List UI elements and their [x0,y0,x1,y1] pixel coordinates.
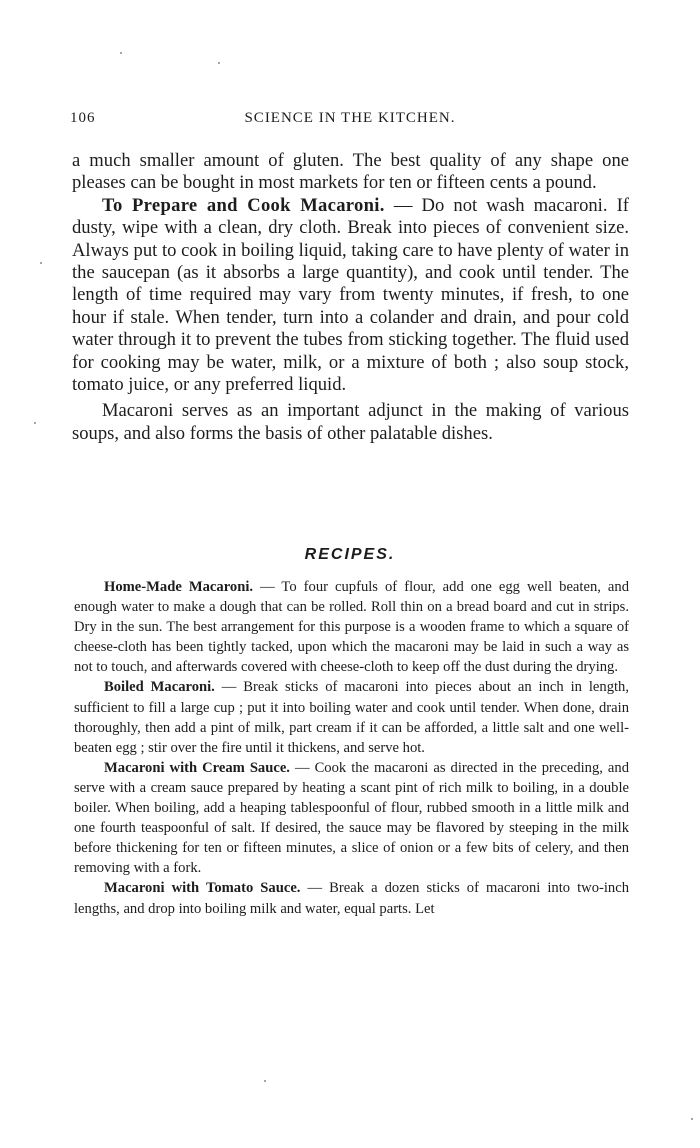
recipe-cream-sauce [74,758,629,879]
recipe-title: Macaroni with Cream Sauce. [104,759,290,776]
paragraph-prepare-macaroni [72,195,629,397]
recipe-text: — Cook the macaroni as directed in the preceding, and serve with a cream sauce prepared by heating a scant pint of rich milk to boiling, in a double boiler. When boiling, add a heaping tablespoonful of flour, rubbed smooth in a little milk and one fourth teaspoonful of salt. If desired, the sauce may be flavored by steeping in the milk before thickening for ten or fifteen minutes, a slice of onion or a few bits of celery, and then removing with a fork. [74,759,629,877]
recipe-title: Home-Made Macaroni. [104,579,254,595]
page-number: 106 [70,110,96,126]
recipes-heading: RECIPES. [304,546,396,563]
recipe-title: Macaroni with Tomato Sauce. [104,880,301,897]
recipe-text: — To four cupfuls of flour, add one egg well beaten, and enough water to make a dough that can be rolled. Roll thin on a bread board and cut in strips. Dry in the sun. The best arrangement for this purpose is a wooden frame to which a square of cheese-cloth has been tightly tacked, upon which the macaroni may be laid in such a way as not to touch, and afterwards covered with cheese-cloth to keep off the dust during the drying. [74,579,629,676]
paper-speck [120,52,122,54]
recipe-boiled [74,677,629,757]
page-header [70,110,630,136]
paragraph-gluten: a much smaller amount of gluten. The best quality of any shape one pleases can be bought in most markets for ten or fifteen cents a pound. [72,150,629,194]
recipe-text: — Break a dozen sticks of macaroni into two-inch lengths, and drop into boiling milk and water, equal parts. Let [74,880,630,917]
paper-speck [40,262,42,264]
running-title: SCIENCE IN THE KITCHEN. [244,110,456,126]
inline-heading-prepare: To Prepare and Cook Macaroni. [102,194,385,216]
paper-speck [691,1118,693,1120]
recipe-tomato-sauce [74,878,629,918]
recipes-section [74,577,629,919]
paper-speck [34,422,36,424]
paper-speck [264,1080,266,1082]
paragraph-prepare-text: — Do not wash macaroni. If dusty, wipe with a clean, dry cloth. Break into pieces of convenient size. Always put to cook in boiling liquid, taking care to have plenty of water in the saucepan (as it absorbs a large quantity), and cook until tender. The length of time required may vary from twenty minutes, if fresh, to one hour if stale. When tender, turn into a colander and drain, and pour cold water through it to prevent the tubes from sticking together. The fluid used for cooking may be water, milk, or a mixture of both ; also soup stock, tomato juice, or any preferred liquid. [72,194,629,396]
body-text [72,150,629,445]
recipe-title: Boiled Macaroni. [104,679,215,696]
paper-speck [218,62,220,64]
recipe-home-made [74,577,629,677]
paragraph-adjunct: Macaroni serves as an important adjunct in the making of various soups, and also forms the basis of other palatable dishes. [72,400,629,444]
recipe-text: — Break sticks of macaroni into pieces about an inch in length, sufficient to fill a large cup ; put it into boiling water and cook until tender. When done, drain thoroughly, then add a pint of milk, part cream if it can be afforded, a little salt and one well-beaten egg ; stir over the fire until it thickens, and serve hot. [74,679,629,756]
